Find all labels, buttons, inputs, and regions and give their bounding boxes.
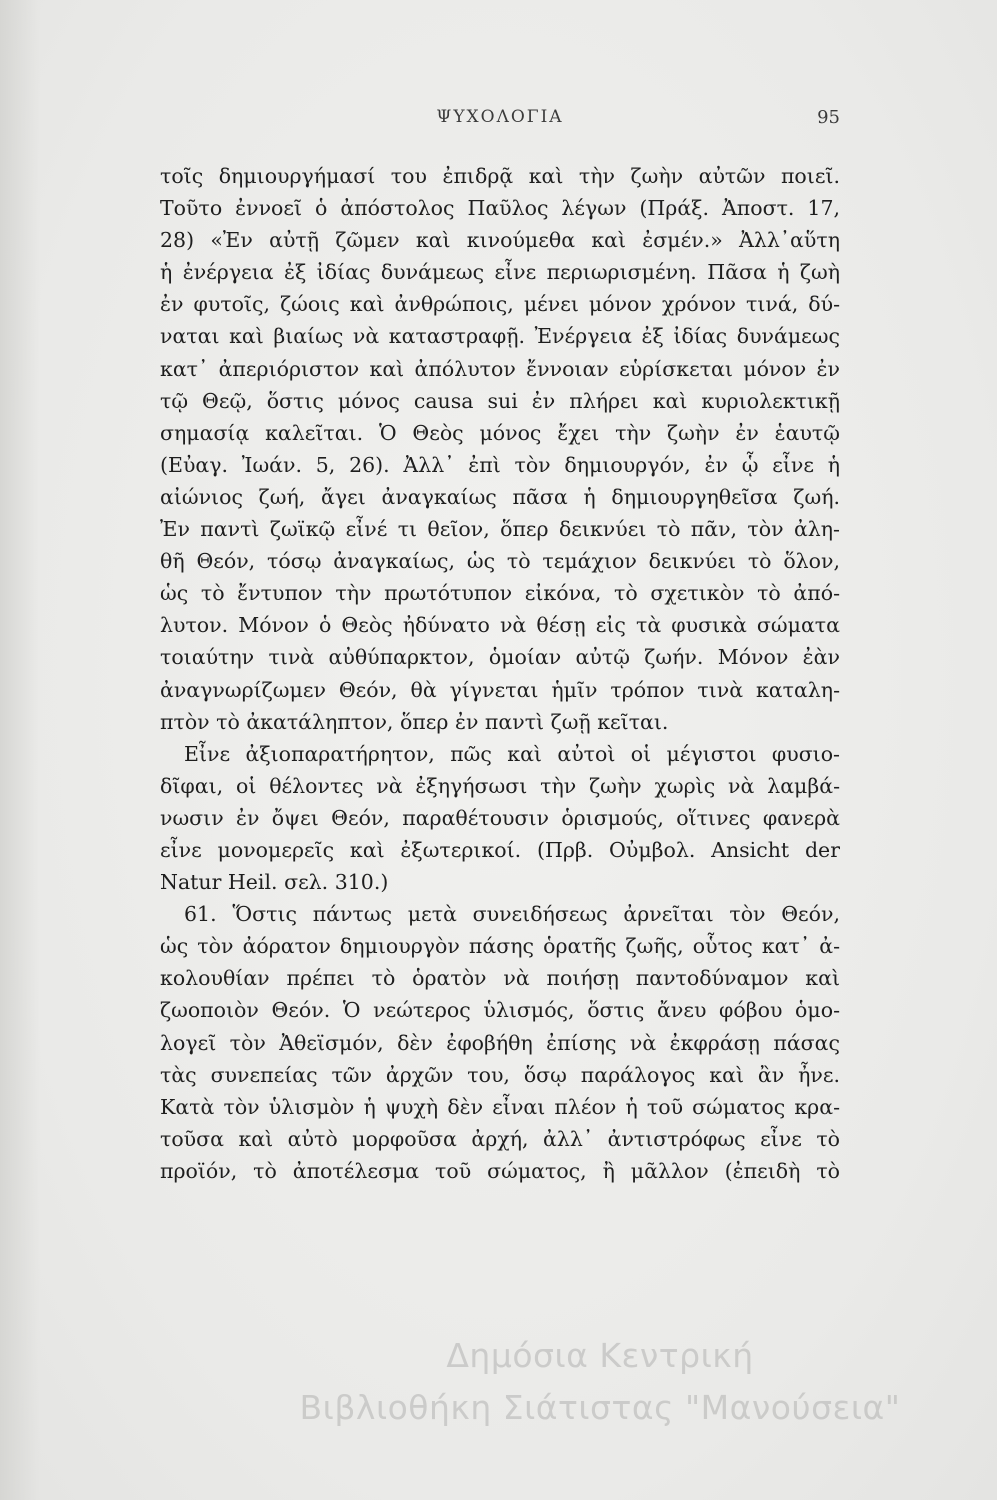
text-line: Natur Heil. σελ. 310.) (160, 870, 389, 895)
page-header (160, 107, 840, 137)
text-line: ὡς τὸ ἔντυπον τὴν πρωτότυπον εἰκόνα, τὸ σχετικὸν τὸ ἀπό- (160, 581, 840, 606)
text-line: Τοῦτο ἐννοεῖ ὁ ἀπόστολος Παῦλος λέγων (Πράξ. Ἀποστ. 17, (160, 196, 840, 221)
text-line: τοῦσα καὶ αὐτὸ μορφοῦσα ἀρχή, ἀλλ᾽ ἀντιστρόφως εἶνε τὸ (160, 1126, 840, 1151)
text-line: Εἶνε ἀξιοπαρατήρητον, πῶς καὶ αὐτοὶ οἱ μέγιστοι φυσιο- (184, 741, 840, 766)
text-line: κολουθίαν πρέπει τὸ ὁρατὸν νὰ ποιήσῃ παντοδύναμον καὶ (160, 966, 840, 991)
text-line: λυτον. Μόνον ὁ Θεὸς ἠδύνατο νὰ θέσῃ εἰς τὰ φυσικὰ σώματα (160, 613, 840, 638)
text-line: ἀναγνωρίζωμεν Θεόν, θὰ γίγνεται ἡμῖν τρόπον τινὰ καταλη- (160, 677, 840, 702)
text-line: πτὸν τὸ ἀκατάληπτον, ὅπερ ἐν παντὶ ζωῇ κεῖται. (160, 709, 669, 734)
text-line: τὰς συνεπείας τῶν ἀρχῶν του, ὅσῳ παράλογος καὶ ἂν ἦνε. (160, 1062, 840, 1087)
text-line: δῖφαι, οἱ θέλοντες νὰ ἐξηγήσωσι τὴν ζωὴν χωρὶς νὰ λαμβά- (160, 773, 840, 798)
text-line: ἡ ἐνέργεια ἐξ ἰδίας δυνάμεως εἶνε περιωρισμένη. Πᾶσα ἡ ζωὴ (160, 260, 840, 285)
text-line: ζωοποιὸν Θεόν. Ὁ νεώτερος ὑλισμός, ὅστις ἄνευ φόβου ὁμο- (160, 998, 840, 1023)
text-line: σημασίᾳ καλεῖται. Ὁ Θεὸς μόνος ἔχει τὴν ζωὴν ἐν ἑαυτῷ (160, 420, 840, 445)
text-line: εἶνε μονομερεῖς καὶ ἐξωτερικοί. (Πρβ. Οὐμβολ. Ansicht der (160, 837, 840, 862)
text-line: Κατὰ τὸν ὑλισμὸν ἡ ψυχὴ δὲν εἶναι πλέον ἡ τοῦ σώματος κρα- (160, 1094, 840, 1119)
watermark-line: Δημόσια Κεντρική (446, 1336, 754, 1375)
text-line: προϊόν, τὸ ἀποτέλεσμα τοῦ σώματος, ἢ μᾶλλον (ἐπειδὴ τὸ (160, 1158, 840, 1183)
body-text (160, 160, 840, 1187)
text-line: τοιαύτην τινὰ αὐθύπαρκτον, ὁμοίαν αὐτῷ ζωήν. Μόνον ἐὰν (160, 645, 840, 670)
page-number: 95 (817, 107, 840, 128)
paragraph-61-start: 61. Ὅστις πάντως μετὰ συνειδήσεως ἀρνεῖται τὸν Θεόν, (184, 902, 840, 927)
text-line: τῷ Θεῷ, ὅστις μόνος causa sui ἐν πλήρει καὶ κυριολεκτικῇ (160, 388, 840, 413)
text-line: νωσιν ἐν ὄψει Θεόν, παραθέτουσιν ὁρισμούς, οἵτινες φανερὰ (160, 805, 840, 830)
text-line: λογεῖ τὸν Ἀθεϊσμόν, δὲν ἐφοβήθη ἐπίσης νὰ ἐκφράσῃ πάσας (160, 1030, 840, 1055)
watermark-line: Βιβλιοθήκη Σιάτιστας "Μανούσεια" (299, 1388, 901, 1427)
text-line: ναται καὶ βιαίως νὰ καταστραφῇ. Ἐνέργεια ἐξ ἰδίας δυνάμεως (160, 324, 840, 349)
text-line: ὡς τὸν ἀόρατον δημιουργὸν πάσης ὁρατῆς ζωῆς, οὗτος κατ᾽ ἀ- (160, 934, 840, 959)
page-gutter-shadow (0, 0, 40, 1500)
text-line: Ἐν παντὶ ζωϊκῷ εἶνέ τι θεῖον, ὅπερ δεικνύει τὸ πᾶν, τὸν ἀλη- (160, 517, 840, 542)
text-line: τοῖς δημιουργήμασί του ἐπιδρᾷ καὶ τὴν ζωὴν αὐτῶν ποιεῖ. (160, 164, 840, 188)
text-line: αἰώνιος ζωή, ἄγει ἀναγκαίως πᾶσα ἡ δημιουργηθεῖσα ζωή. (160, 484, 840, 509)
text-line: θῆ Θεόν, τόσῳ ἀναγκαίως, ὡς τὸ τεμάχιον δεικνύει τὸ ὅλον, (160, 549, 840, 574)
running-head: ΨΥΧΟΛΟΓΙΑ (436, 107, 564, 127)
text-line: ἐν φυτοῖς, ζώοις καὶ ἀνθρώποις, μένει μόνον χρόνον τινά, δύ- (160, 292, 840, 317)
text-line: κατ᾽ ἀπεριόριστον καὶ ἀπόλυτον ἔννοιαν εὑρίσκεται μόνον ἐν (160, 356, 840, 381)
text-line: 28) «Ἐν αὐτῇ ζῶμεν καὶ κινούμεθα καὶ ἐσμέν.» Ἀλλ᾽αὕτη (160, 228, 840, 253)
text-line: (Εὐαγ. Ἰωάν. 5, 26). Ἀλλ᾽ ἐπὶ τὸν δημιουργόν, ἐν ᾧ εἶνε ἡ (160, 452, 840, 477)
library-watermark (220, 1330, 980, 1434)
